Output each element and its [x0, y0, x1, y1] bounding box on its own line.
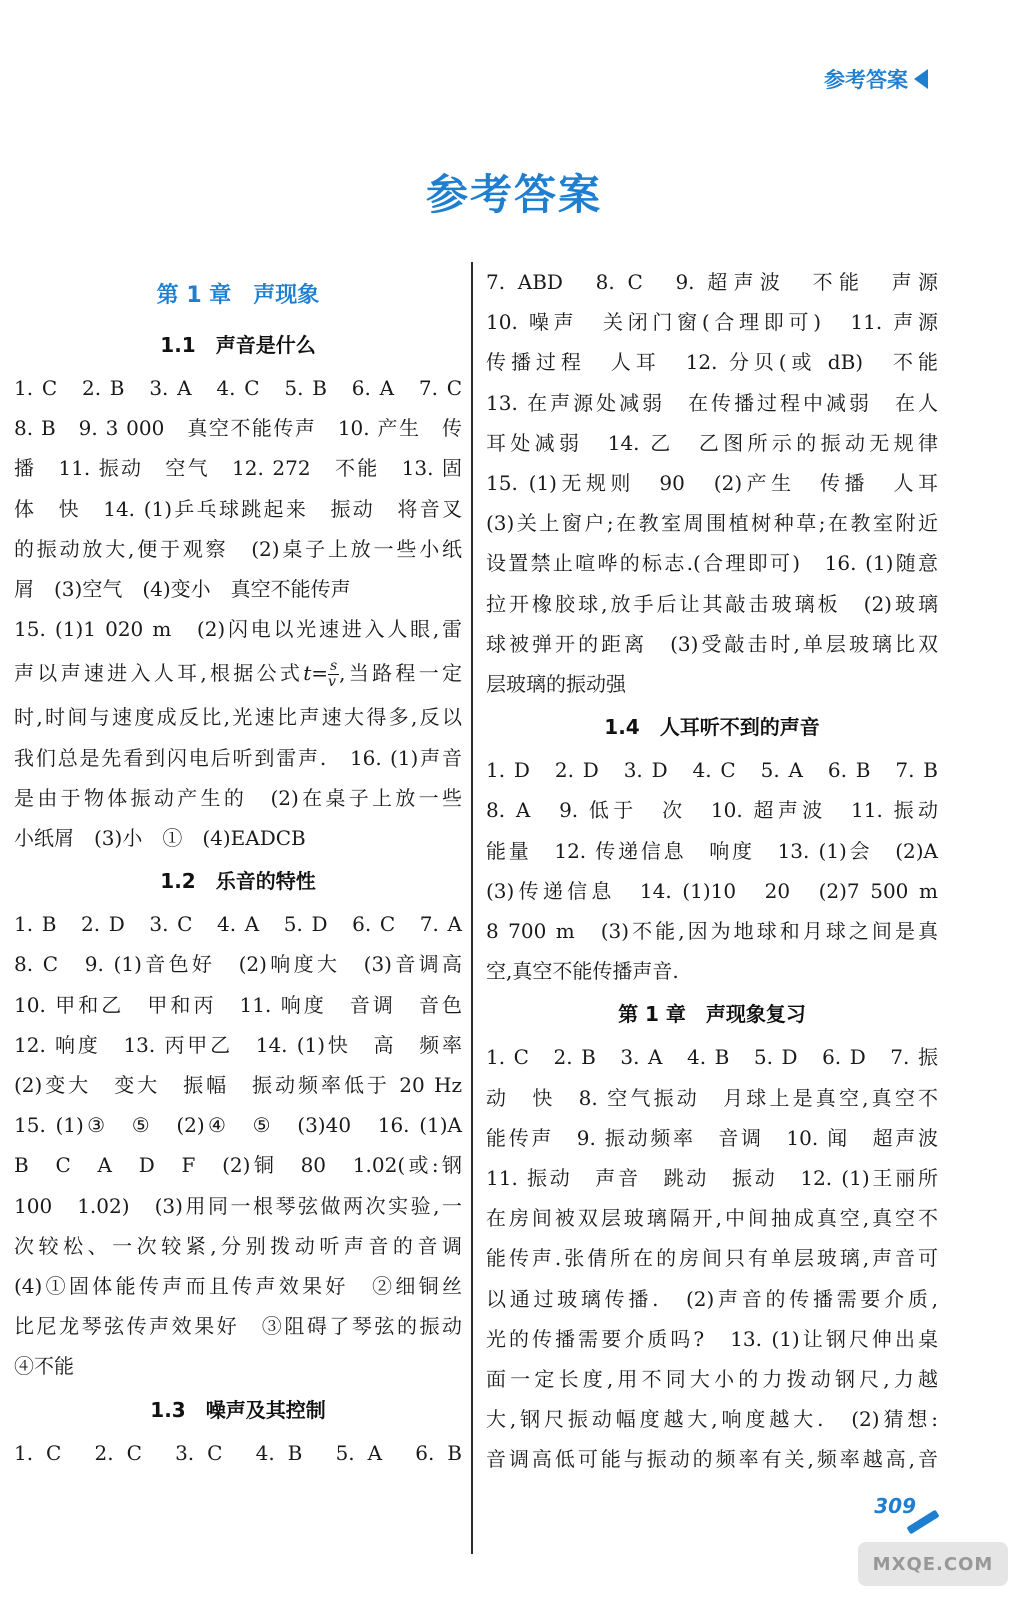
fraction-denominator: v: [327, 674, 336, 691]
answer-line: 15. (1)无规则 90 (2)产生 传播 人耳: [486, 471, 938, 496]
answer-line: B C A D F (2)铜 80 1.02(或:钢: [14, 1153, 462, 1178]
answer-line: 能传声 9. 振动频率 音调 10. 闻 超声波: [486, 1125, 938, 1150]
formula-lhs: t=: [303, 661, 328, 686]
answer-line: 能传声.张倩所在的房间只有单层玻璃,声音可: [486, 1246, 938, 1271]
answer-line: 能量 12. 传递信息 响度 13. (1)会 (2)A: [486, 838, 938, 863]
answer-line: 播 11. 振动 空气 12. 272 不能 13. 固: [14, 456, 462, 481]
formula-prefix: 声以声速进入人耳,根据公式: [14, 661, 304, 686]
answer-line: 次较松、一次较紧,分别拨动听声音的音调: [14, 1233, 462, 1258]
answer-line: 8 700 m (3)不能,因为地球和月球之间是真: [486, 919, 938, 944]
section-heading-1-3: 1.3 噪声及其控制: [150, 1397, 326, 1422]
answer-line: 我们总是先看到闪电后听到雷声. 16. (1)声音: [14, 745, 462, 770]
running-header: [824, 64, 928, 94]
chapter-heading: 第 1 章 声现象: [156, 283, 320, 308]
answer-line: 10. 甲和乙 甲和丙 11. 响度 音调 音色: [14, 992, 462, 1017]
page-number: 309: [874, 1494, 916, 1518]
answer-line: 1. B 2. D 3. C 4. A 5. D 6. C 7. A: [14, 912, 462, 937]
answer-line: 比尼龙琴弦传声效果好 ③阻碍了琴弦的振动: [14, 1314, 462, 1339]
section-heading-1-1: 1.1 声音是什么: [160, 333, 316, 357]
fraction-numerator: s: [329, 658, 338, 675]
answer-line: 屑 (3)空气 (4)变小 真空不能传声: [14, 577, 351, 602]
section-1-3-answers-cont: [486, 262, 938, 704]
answer-line: 体 快 14. (1)乒乓球跳起来 振动 将音叉: [14, 496, 462, 521]
section-1-1-answers: [14, 368, 462, 649]
page-title: 参考答案: [425, 170, 602, 219]
answer-line: 13. 在声源处减弱 在传播过程中减弱 在人: [486, 390, 938, 415]
answer-line: 1. C 2. C 3. C 4. B 5. A 6. B: [14, 1440, 462, 1465]
answer-line: 15. (1)③ ⑤ (2)④ ⑤ (3)40 16. (1)A: [14, 1113, 462, 1138]
answer-line: 100 1.02) (3)用同一根琴弦做两次实验,一: [14, 1193, 462, 1218]
answer-line: 耳处减弱 14. 乙 乙图所示的振动无规律: [486, 430, 938, 455]
answer-line: 在房间被双层玻璃隔开,中间抽成真空,真空不: [486, 1206, 938, 1231]
answer-line: 10. 噪声 关闭门窗(合理即可) 11. 声源: [486, 310, 938, 335]
formula-fraction: [328, 659, 339, 690]
answer-line: 的振动放大,便于观察 (2)桌子上放一些小纸: [14, 536, 462, 561]
running-header-label: 参考答案: [824, 68, 908, 92]
answer-line-formula: [14, 649, 462, 697]
answer-line: (3)关上窗户;在教室周围植树种草;在教室附近: [486, 511, 938, 536]
answer-line: 大,钢尺振动幅度越大,响度越大. (2)猜想:: [486, 1407, 938, 1432]
review-answers: [486, 1037, 938, 1479]
section-heading-1-4: 1.4 人耳听不到的声音: [604, 715, 820, 740]
section-1-1-answers-cont: [14, 697, 462, 858]
answer-line: 8. B 9. 3 000 真空不能传声 10. 产生 传: [14, 416, 462, 441]
watermark-logo: MXQE.COM: [858, 1542, 1008, 1586]
answer-line: 是由于物体振动产生的 (2)在桌子上放一些: [14, 785, 462, 810]
answer-line: 11. 振动 声音 跳动 振动 12. (1)王丽所: [486, 1166, 938, 1191]
section-1-4-answers: [486, 750, 938, 991]
formula-suffix: ,当路程一定: [339, 661, 463, 686]
section-heading-1-2: 1.2 乐音的特性: [160, 869, 316, 894]
answer-line: 8. C 9. (1)音色好 (2)响度大 (3)音调高: [14, 952, 462, 977]
answer-line: 设置禁止喧哗的标志.(合理即可) 16. (1)随意: [486, 551, 938, 576]
answer-line: 空,真空不能传播声音.: [486, 959, 679, 984]
answer-line: 球被弹开的距离 (3)受敲击时,单层玻璃比双: [486, 631, 938, 656]
answer-line: 面一定长度,用不同大小的力拨动钢尺,力越: [486, 1367, 938, 1392]
column-divider: [471, 262, 473, 1554]
section-1-2-answers: [14, 904, 462, 1386]
answer-line: 12. 响度 13. 丙甲乙 14. (1)快 高 频率: [14, 1032, 462, 1057]
answer-line: 1. C 2. B 3. A 4. B 5. D 6. D 7. 振: [486, 1045, 938, 1070]
answer-line: 音调高低可能与振动的频率有关,频率越高,音: [486, 1447, 938, 1472]
answer-line: (4)①固体能传声而且传声效果好 ②细铜丝: [14, 1274, 462, 1299]
triangle-marker-icon: [914, 69, 928, 89]
section-1-3-answers: [14, 1433, 462, 1473]
answer-line: 8. A 9. 低于 次 10. 超声波 11. 振动: [486, 798, 938, 823]
answer-line: 1. D 2. D 3. D 4. C 5. A 6. B 7. B: [486, 758, 938, 783]
answer-line: 1. C 2. B 3. A 4. C 5. B 6. A 7. C: [14, 376, 462, 400]
answer-line: 动 快 8. 空气振动 月球上是真空,真空不: [486, 1085, 938, 1110]
answer-line: 15. (1)1 020 m (2)闪电以光速进入人眼,雷: [14, 617, 462, 642]
left-column: [14, 270, 462, 1473]
answer-line: 光的传播需要介质吗? 13. (1)让钢尺伸出桌: [486, 1326, 938, 1351]
answer-line: 以通过玻璃传播. (2)声音的传播需要介质,: [486, 1286, 938, 1311]
review-heading: 第 1 章 声现象复习: [618, 1002, 806, 1027]
answer-line: (2)变大 变大 振幅 振动频率低于 20 Hz: [14, 1073, 462, 1098]
answer-line: 拉开橡胶球,放手后让其敲击玻璃板 (2)玻璃: [486, 591, 938, 616]
answer-line: 时,时间与速度成反比,光速比声速大得多,反以: [14, 705, 462, 730]
answer-line: ④不能: [14, 1354, 74, 1379]
answer-line: 7. ABD 8. C 9. 超声波 不能 声源: [486, 270, 938, 294]
answer-line: 小纸屑 (3)小 ① (4)EADCB: [14, 826, 306, 851]
right-column: [486, 262, 938, 1480]
answer-line: (3)传递信息 14. (1)10 20 (2)7 500 m: [486, 878, 938, 903]
answer-line: 传播过程 人耳 12. 分贝(或 dB) 不能: [486, 350, 938, 375]
answer-line: 层玻璃的振动强: [486, 672, 626, 697]
